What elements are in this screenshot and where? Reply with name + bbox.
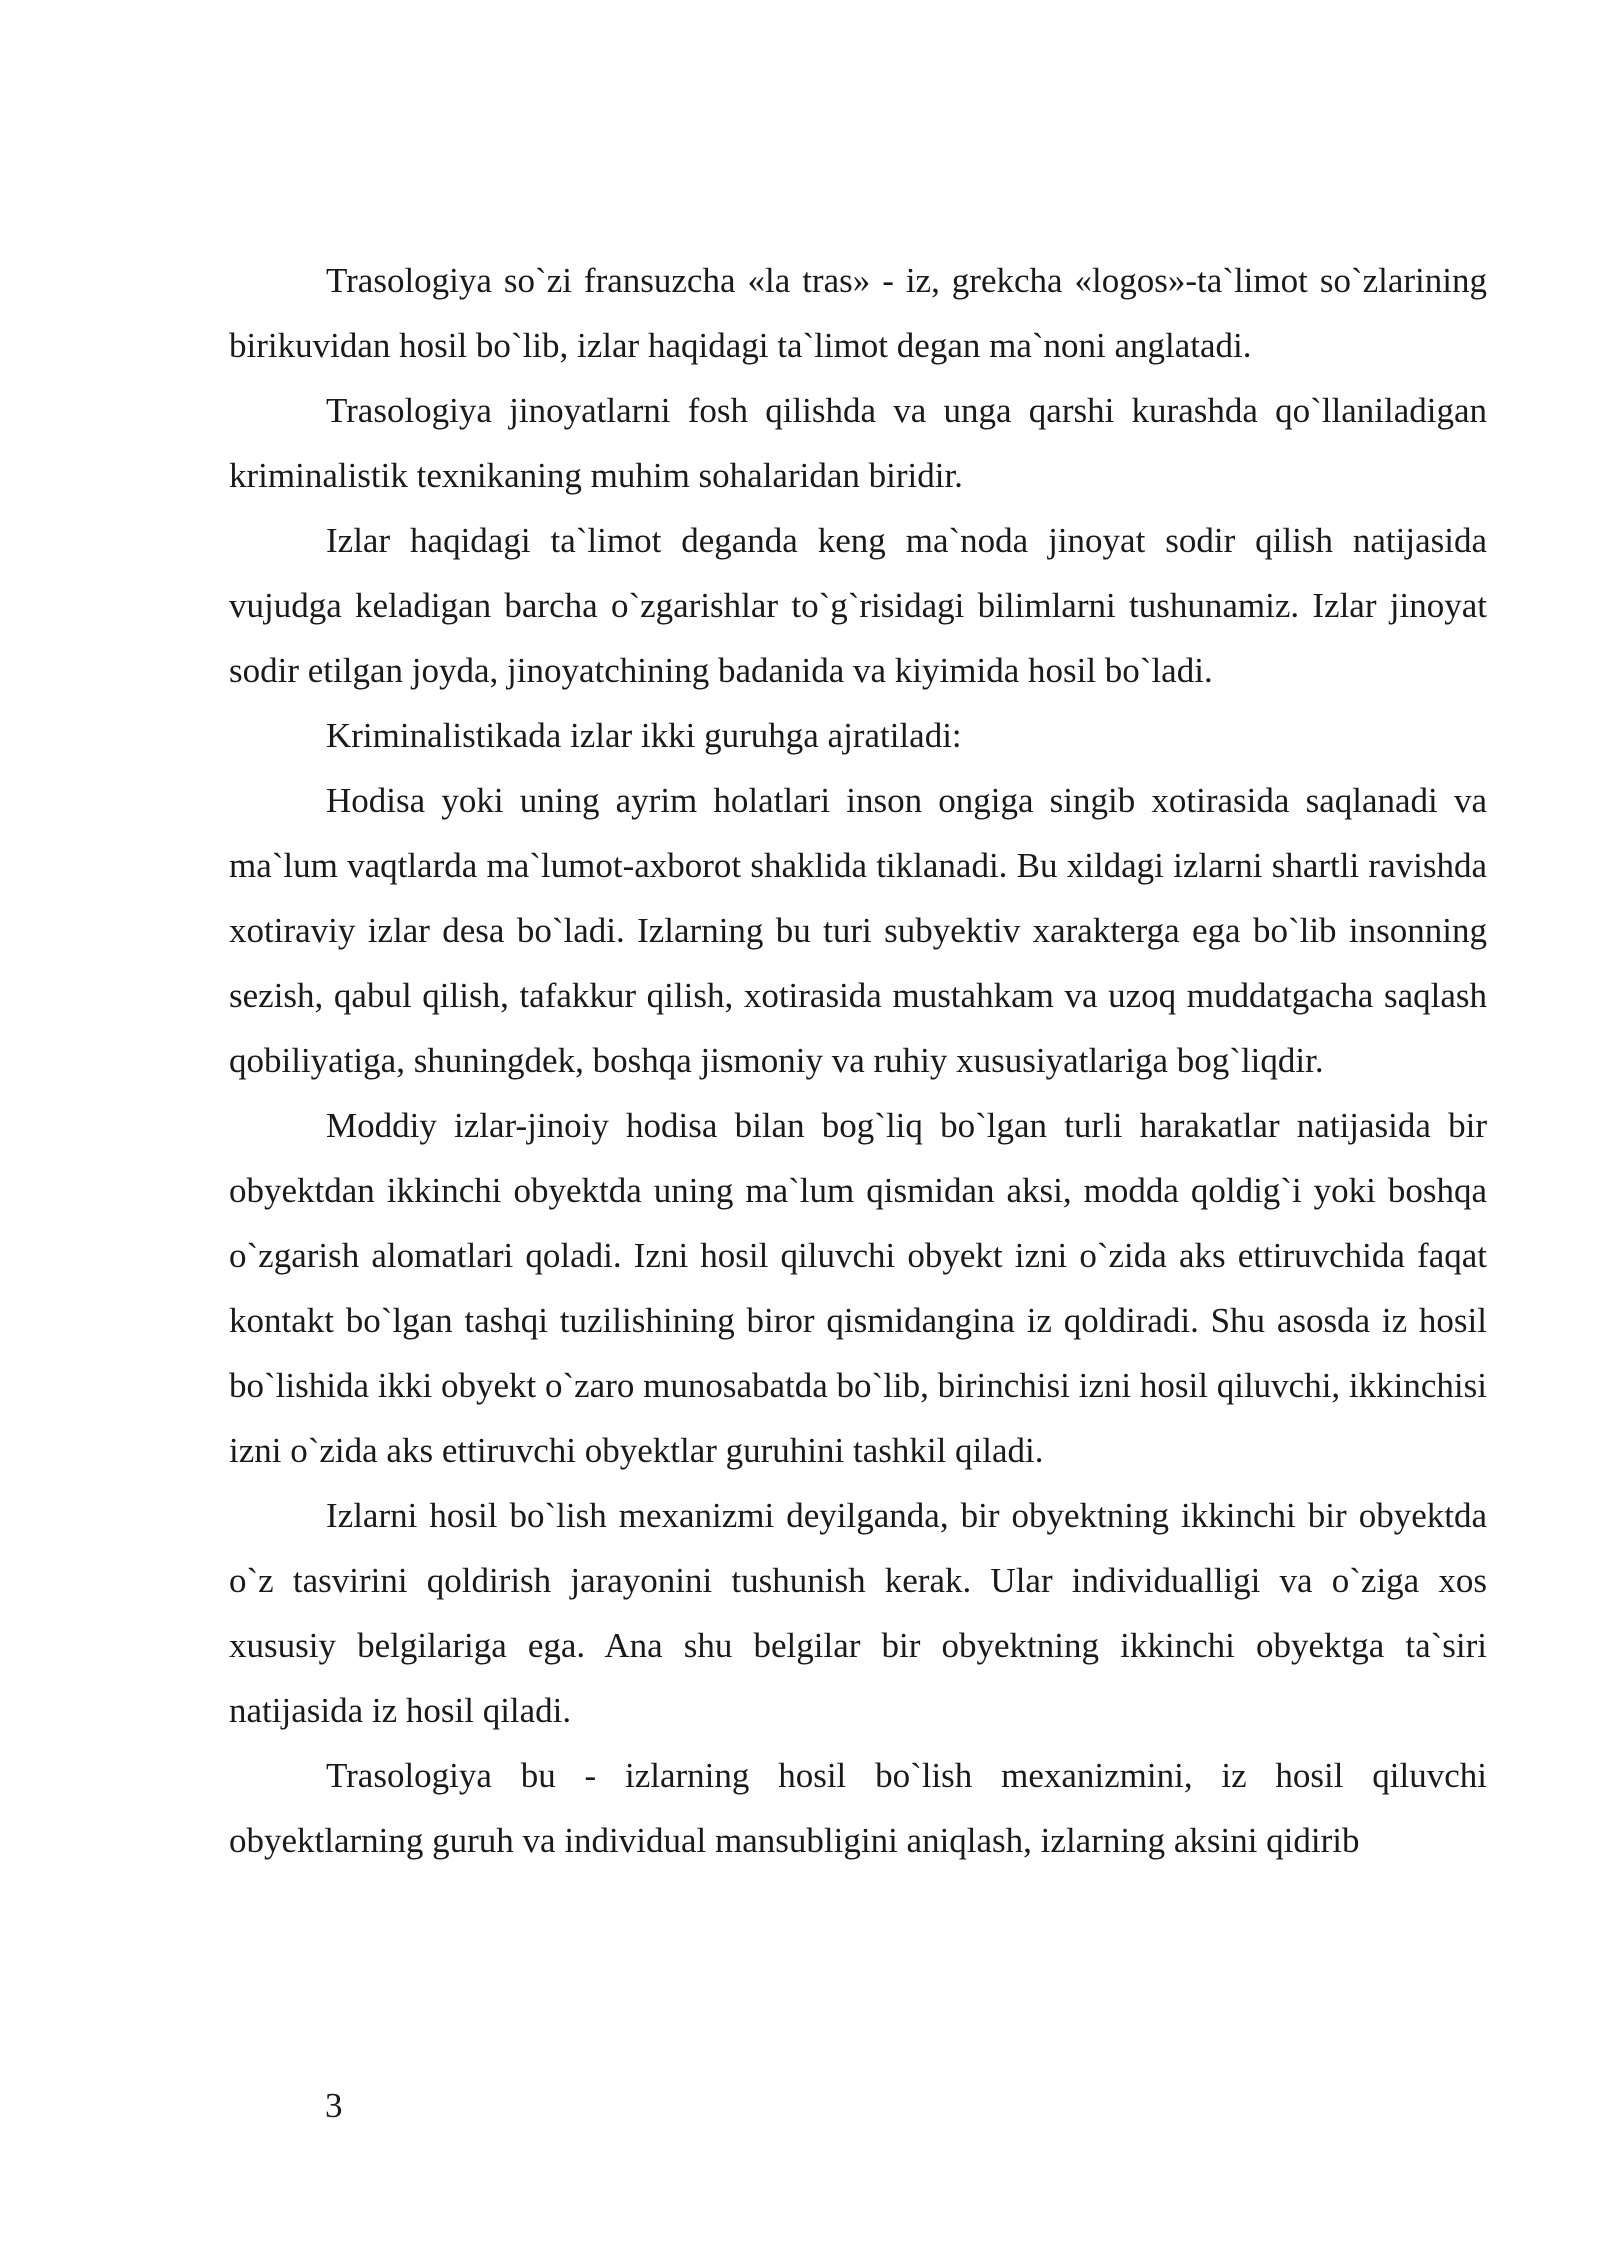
paragraph-3: Izlar haqidagi ta`limot deganda keng ma`noda jinoyat sodir qilish natijasida vujudga keladigan barcha o`zgarishlar to`g`risidagi bilimlarni tushunamiz. Izlar jinoyat sodir etilgan joyda, jinoyatchining badanida va kiyimida hosil bo`ladi. [229,521,1487,690]
paragraph-6: Moddiy izlar-jinoiy hodisa bilan bog`liq bo`lgan turli harakatlar natijasida bir obyektdan ikkinchi obyektda uning ma`lum qismidan aksi, modda qoldig`i yoki boshqa o`zgarish alomatlari qoladi. Izni hosil qiluvchi obyekt izni o`zida aks ettiruvchida faqat kontakt bo`lgan tashqi tuzilishining biror qismidangina iz qoldiradi. Shu asosda iz hosil bo`lishida ikki obyekt o`zaro munosabatda bo`lib, birinchisi izni hosil qiluvchi, ikkinchisi izni o`zida aks ettiruvchi obyektlar guruhini tashkil qiladi. [229,1106,1487,1470]
paragraph-4: Kriminalistikada izlar ikki guruhga ajratiladi: [326,716,962,755]
body-text [229,248,1487,1873]
paragraph-7: Izlarni hosil bo`lish mexanizmi deyilganda, bir obyektning ikkinchi bir obyektda o`z tasvirini qoldirish jarayonini tushunish kerak. Ular individualligi va o`ziga xos xususiy belgilariga ega. Ana shu belgilar bir obyektning ikkinchi obyektga ta`siri natijasida iz hosil qiladi. [229,1496,1487,1730]
paragraph-5: Hodisa yoki uning ayrim holatlari inson ongiga singib xotirasida saqlanadi va ma`lum vaqtlarda ma`lumot-axborot shaklida tiklanadi. Bu xildagi izlarni shartli ravishda xotiraviy izlar desa bo`ladi. Izlarning bu turi subyektiv xarakterga ega bo`lib insonning sezish, qabul qilish, tafakkur qilish, xotirasida mustahkam va uzoq muddatgacha saqlash qobiliyatiga, shuningdek, boshqa jismoniy va ruhiy xususiyatlariga bog`liqdir. [229,781,1487,1080]
paragraph-8: Trasologiya bu - izlarning hosil bo`lish mexanizmini, iz hosil qiluvchi obyektlarning guruh va individual mansubligini aniqlash, izlarning aksini qidirib [229,1756,1487,1860]
page-number: 3 [325,2086,343,2125]
paragraph-1: Trasologiya so`zi fransuzcha «la tras» - iz, grekcha «logos»-ta`limot so`zlarining birikuvidan hosil bo`lib, izlar haqidagi ta`limot degan ma`noni anglatadi. [229,261,1487,365]
paragraph-2: Trasologiya jinoyatlarni fosh qilishda va unga qarshi kurashda qo`llaniladigan kriminalistik texnikaning muhim sohalaridan biridir. [229,391,1487,495]
